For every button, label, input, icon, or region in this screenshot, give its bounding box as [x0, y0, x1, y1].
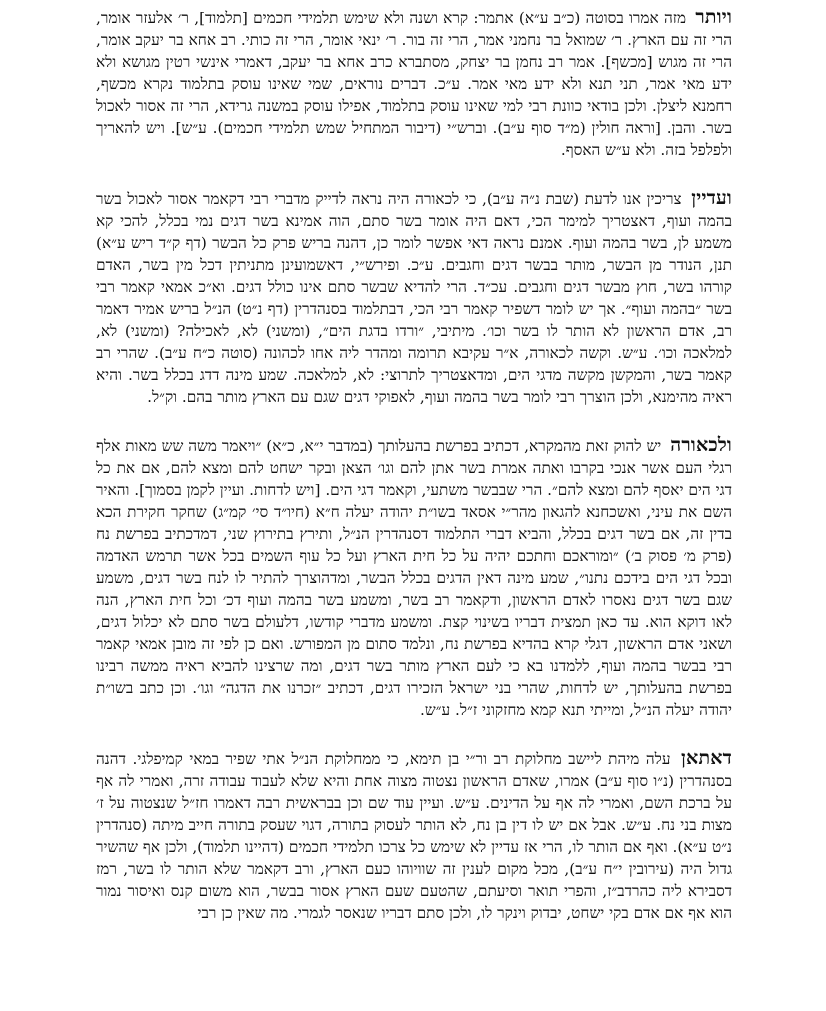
paragraph-1-lead-word: ויותר — [695, 6, 732, 28]
paragraph-2-lead-word: ועדיין — [691, 187, 732, 209]
paragraph-3-lead-word: ולכאורה — [670, 434, 732, 456]
paragraph-1 — [96, 6, 732, 161]
document-page — [96, 6, 732, 950]
paragraph-4-text: עלה מיהת ליישב מחלוקת רב ור״י בן תימא, כי ממחלוקת הנ״ל אתי שפיר במאי קמיפלגי. דהנה בסנהדרין (נ״ו סוף ע״ב) אמרו, שאדם הראשון נצטוה מצוה אחת והיא שלא לעבוד עבודה זרה, ואמרי לה אף על ברכת השם, ואמרי לה אף על הדינים. ע״ש. ועיין עוד שם וכן בבראשית רבה דאמרו חז״ל שנצטוה על ז׳ מצות בני נח. ע״ש. אבל אם יש לו דין בן נח, לא הותר לעסוק בתורה, דגוי שעסק בתורה חייב מיתה (סנהדרין נ״ט ע״א). ואף אם הותר לו, הרי אז עדיין לא שימש כל צרכו תלמידי חכמים (דהיינו תלמוד), ולכן אף שהשיר גדול היה (עירובין י״ח ע״ב), מכל מקום לענין זה שוויוהו כעם הארץ, ורב דקאמר שלא הותר לו בשר, רמז דסבירא ליה כהרדב״ז, והפרי תואר וסיעתם, שהטעם שעם הארץ אסור בבשר, הוא משום קנס ואיסור נמור הוא אף אם אדם בקי ישחט, יבדוק וינקר לו, ולכן סתם דבריו שנאסר לגמרי. מה שאין כן רבי — [96, 750, 732, 922]
paragraph-2-text: צריכין אנו לדעת (שבת נ״ה ע״ב), כי לכאורה היה נראה לדייק מדברי רבי דקאמר אסור לאכול בשר בהמה ועוף, דאצטריך למימר הכי, דאם היה אומר בשר סתם, הוה אמינא בשר דגים נמי בכלל, להכי קא משמע לן, בשר בהמה ועוף. אמנם נראה דאי אפשר לומר כן, דהנה בריש פרק כל הבשר (דף ק״ד ריש ע״א) תנן, הנודר מן הבשר, מותר בבשר דגים וחגבים. ע״כ. ופירש״י, דאשמועינן מתניתין דכל מין בשר, האדם קורהו בשר, חוץ מבשר דגים וחגבים. עכ״ד. הרי להדיא שבשר סתם אינו כולל דגים. וא״כ אמאי קאמר רבי בשר ״בהמה ועוף״. אך יש לומר דשפיר קאמר רבי הכי, דבתלמוד בסנהדרין (דף נ״ט) הנ״ל בריש אמיר דאמר רב, אדם הראשון לא הותר לו בשר וכו׳. מיתיבי, ״ורדו בדגת הים״, (ומשני) לא, לאכילה? (ומשני) לא, למלאכה וכו׳. ע״ש. וקשה לכאורה, א״ר עקיבא תרומה ומהדר ליה אחו לכהונה (סוטה כ״ח ע״ב). שהרי רב קאמר בשר, והמקשן מקשה מדגי הים, ומדאצטריך לתרוצי: לא, למלאכה. שמע מינה דדג בכלל בשר. והיא ראיה מהימנא, ולכן הוצרך רבי לומר בשר בהמה ועוף, לאפוקי דגים שגם עם הארץ מותר בהם. וק״ל. — [96, 190, 732, 406]
paragraph-3 — [96, 434, 732, 721]
paragraph-3-text: יש להוק זאת מהמקרא, דכתיב בפרשת בהעלותך (במדבר י״א, כ״א) ״ויאמר משה שש מאות אלף רגלי העם אשר אנכי בקרבו ואתה אמרת בשר אתן להם וגו׳ הצאן ובקר ישחט להם ומצא להם, אם את כל דגי הים יאסף להם ומצא להם״. הרי שבבשר משתעי, וקאמר דגי הים. [ויש לדחות. ועיין לקמן בסמוך]. והאיר השם את עיני, ואשכחנא להגאון מהר״י אסאד בשו״ת יהודה יעלה ח״א (חיו״ד סי׳ קמ״ג) שחקר חקירת הכא בדין זה, אם בשר דגים בכלל, והביא דברי התלמוד דסנהדרין הנ״ל, ותירץ בתירוץ שני, דמדכתיב בפרשת נח (פרק מ׳ פסוק ב׳) ״ומוראכם וחתכם יהיה על כל חית הארץ ועל כל עוף השמים בכל אשר תרמש האדמה ובכל דגי הים בידכם נתנו״, שמע מינה דאין הדגים בכלל הבשר, ומדהוצרך להתיר לו לנח בשר דגים, משמע שגם בשר דגים נאסרו לאדם הראשון, ודקאמר רב בשר, ומשמע בשר בהמה ועוף דכ׳ וכל חית הארץ, הנה לאו דוקא הוא. עד כאן תמצית דבריו בשינוי קצת. ומשמע מדברי קודשו, דלעולם בשר סתם לא יכלול דגים, ושאני אדם הראשון, דגלי קרא בהדיא בפרשת נח, ונלמד סתום מן המפורש. ואם כן לפי זה מובן אמאי קאמר רבי בבשר בהמה ועוף, ללמדנו בא כי לעם הארץ מותר בשר דגים, ומה שרצינו להביא ראיה ממשה רבינו בפרשת בהעלותך, יש לדחות, שהרי בני ישראל הזכירו דגים, דכתיב ״זכרנו את הדגה״ וגו׳. וכן כתב בשו״ת יהודה יעלה הנ״ל, ומייתי תנא קמא מחזקוני ז״ל. ע״ש. — [96, 437, 732, 719]
paragraph-1-text: מזה אמרו בסוטה (כ״ב ע״א) אתמר: קרא ושנה ולא שימש תלמידי חכמים [תלמוד], ר׳ אלעזר אומר, הרי זה עם הארץ. ר׳ שמואל בר נחמני אמר, הרי זה בור. ר׳ ינאי אומר, הרי זה כותי. רב אחא בר יעקב אומר, הרי זה מגוש [מכשף]. אמר רב נחמן בר יצחק, מסתברא כרב אחא בר יעקב, דאמרי אינשי רטין מגושא ולא ידע מאי אמר, תני תנא ולא ידע מאי אמר. ע״כ. דברים נוראים, שמי שאינו עוסק בתלמוד נקרא מכשף, רחמנא ליצלן. ולכן בודאי כוונת רבי למי שאינו עוסק בתלמוד, אפילו עוסק במשנה גרידא, הרי זה אסור לאכול בשר. והבן. [וראה חולין (מ״ד סוף ע״ב). וברש״י (דיבור המתחיל שמש תלמידי חכמים). ע״ש]. ויש להאריך ולפלפל בזה. ולא ע״ש האסף. — [96, 9, 732, 159]
paragraph-2 — [96, 187, 732, 408]
paragraph-4-lead-word: דאתאן — [681, 747, 732, 769]
paragraph-4 — [96, 747, 732, 924]
